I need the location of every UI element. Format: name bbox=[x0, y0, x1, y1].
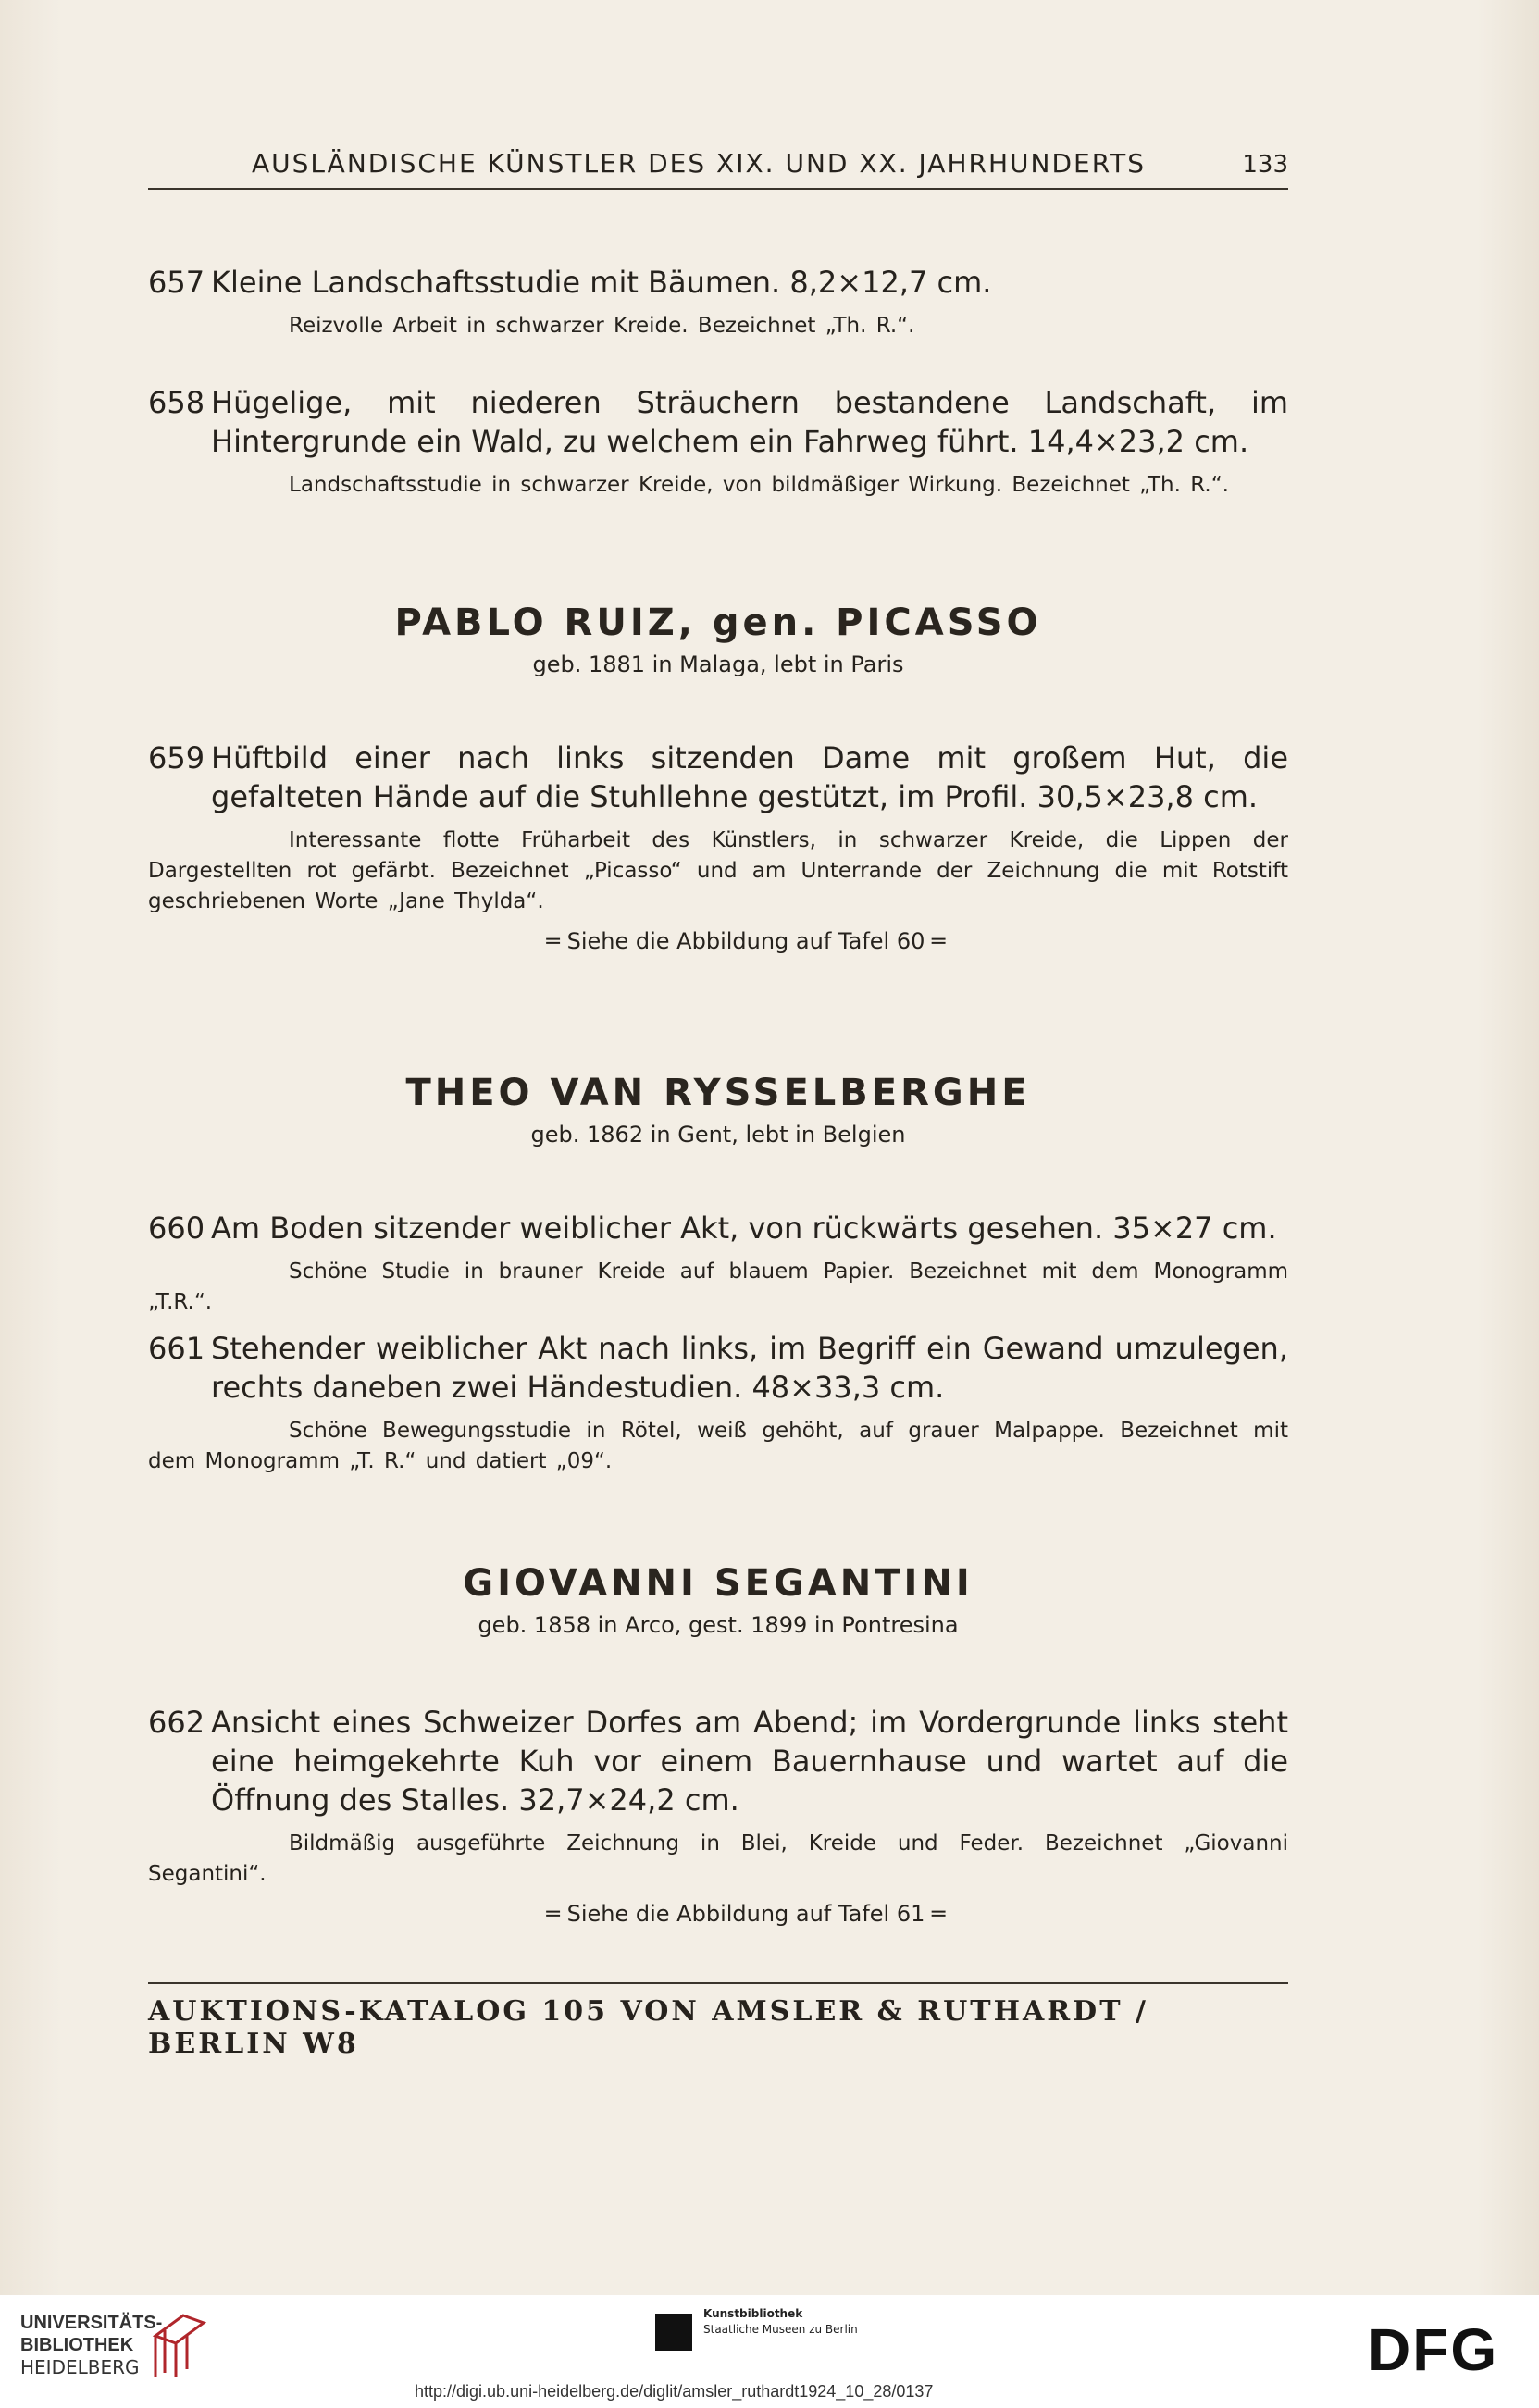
entry-title: Hügelige, mit niederen Sträuchern bestandene Landschaft, im Hintergrunde ein Wald, zu welchem ein Fahrweg führt. 14,4×23,2 cm. bbox=[211, 385, 1288, 459]
entry-number: 661 bbox=[148, 1331, 205, 1366]
entry-title: Hüftbild einer nach links sitzenden Dame mit großem Hut, die gefalteten Hände auf die Stuhllehne gestützt, im Profil. 30,5×23,8 cm. bbox=[211, 740, 1288, 814]
entry-note: Schöne Studie in brauner Kreide auf blauem Papier. Bezeichnet mit dem Monogramm „T.R.“. bbox=[148, 1260, 1288, 1314]
running-head bbox=[148, 148, 1288, 190]
artist-heading-rysselberghe bbox=[148, 1072, 1288, 1148]
ub-logo-line3: HEIDELBERG bbox=[20, 2356, 140, 2378]
entry-note: Interessante flotte Früharbeit des Künstlers, in schwarzer Kreide, die Lippen der Dargestellten rot gefärbt. Bezeichnet „Picasso“ und am Unterrande der Zeichnung die mit Rotstift geschriebenen Worte „Jane Thylda“. bbox=[148, 828, 1288, 913]
catalog-footer: AUKTIONS-KATALOG 105 VON AMSLER & RUTHARDT / BERLIN W8 bbox=[148, 1982, 1288, 2060]
entry-number: 660 bbox=[148, 1210, 205, 1246]
kb-line2: Staatliche Museen zu Berlin bbox=[703, 2323, 858, 2336]
ub-logo-line2: BIBLIOTHEK bbox=[20, 2335, 134, 2355]
running-head-title: AUSLÄNDISCHE KÜNSTLER DES XIX. UND XX. JAHRHUNDERTS bbox=[252, 148, 1147, 179]
artist-name: THEO VAN RYSSELBERGHE bbox=[405, 1072, 1031, 1114]
dfg-logo[interactable]: DFG bbox=[1368, 2316, 1499, 2383]
kb-line1: Kunstbibliothek bbox=[703, 2307, 803, 2320]
catalog-entry-657 bbox=[148, 263, 1288, 341]
artist-bio: geb. 1881 in Malaga, lebt in Paris bbox=[532, 652, 904, 677]
artist-bio: geb. 1862 in Gent, lebt in Belgien bbox=[530, 1122, 906, 1148]
entry-title: Stehender weiblicher Akt nach links, im Begriff ein Gewand umzulegen, rechts daneben zwei Händestudien. 48×33,3 cm. bbox=[211, 1331, 1288, 1405]
catalog-entry-659 bbox=[148, 739, 1288, 954]
artist-name: PABLO RUIZ, gen. PICASSO bbox=[394, 602, 1042, 644]
entry-title: Am Boden sitzender weiblicher Akt, von rückwärts gesehen. 35×27 cm. bbox=[211, 1210, 1277, 1246]
digitization-bar bbox=[0, 2295, 1539, 2408]
ub-heidelberg-logo[interactable] bbox=[20, 2312, 162, 2378]
artist-bio: geb. 1858 in Arco, gest. 1899 in Pontresina bbox=[478, 1612, 959, 1638]
entry-note: Reizvolle Arbeit in schwarzer Kreide. Bezeichnet „Th. R.“. bbox=[289, 314, 915, 338]
plate-reference: ═ Siehe die Abbildung auf Tafel 60 ═ bbox=[546, 928, 946, 954]
entry-title: Kleine Landschaftsstudie mit Bäumen. 8,2×12,7 cm. bbox=[211, 265, 992, 300]
catalog-entry-661 bbox=[148, 1329, 1288, 1477]
artist-heading-picasso bbox=[148, 602, 1288, 677]
ub-logo-line1: UNIVERSITÄTS- bbox=[20, 2313, 163, 2333]
entry-number: 659 bbox=[148, 740, 205, 776]
entry-title: Ansicht eines Schweizer Dorfes am Abend; im Vordergrunde links steht eine heimgekehrte Kuh vor einem Bauernhause und wartet auf die Öffnung des Stalles. 32,7×24,2 cm. bbox=[211, 1705, 1288, 1818]
catalog-entry-662 bbox=[148, 1703, 1288, 1927]
page-number: 133 bbox=[1242, 151, 1288, 179]
catalog-entry-660 bbox=[148, 1209, 1288, 1318]
entry-note: Bildmäßig ausgeführte Zeichnung in Blei, Kreide und Feder. Bezeichnet „Giovanni Segantini“. bbox=[148, 1831, 1288, 1886]
artist-name: GIOVANNI SEGANTINI bbox=[463, 1562, 974, 1605]
kunstbibliothek-square-icon bbox=[655, 2314, 692, 2351]
permalink-url[interactable]: http://digi.ub.uni-heidelberg.de/diglit/amsler_ruthardt1924_10_28/0137 bbox=[415, 2382, 934, 2401]
entry-note: Landschaftsstudie in schwarzer Kreide, von bildmäßiger Wirkung. Bezeichnet „Th. R.“. bbox=[289, 473, 1229, 497]
ub-emblem-icon bbox=[146, 2308, 211, 2382]
entry-number: 662 bbox=[148, 1705, 205, 1740]
plate-reference: ═ Siehe die Abbildung auf Tafel 61 ═ bbox=[546, 1901, 946, 1927]
entry-number: 657 bbox=[148, 265, 205, 300]
entry-note: Schöne Bewegungsstudie in Rötel, weiß gehöht, auf grauer Malpappe. Bezeichnet mit dem Monogramm „T. R.“ und datiert „09“. bbox=[148, 1419, 1288, 1473]
entry-number: 658 bbox=[148, 385, 205, 420]
kunstbibliothek-logo[interactable] bbox=[655, 2306, 858, 2351]
catalog-entry-658 bbox=[148, 383, 1288, 501]
artist-heading-segantini bbox=[148, 1562, 1288, 1638]
